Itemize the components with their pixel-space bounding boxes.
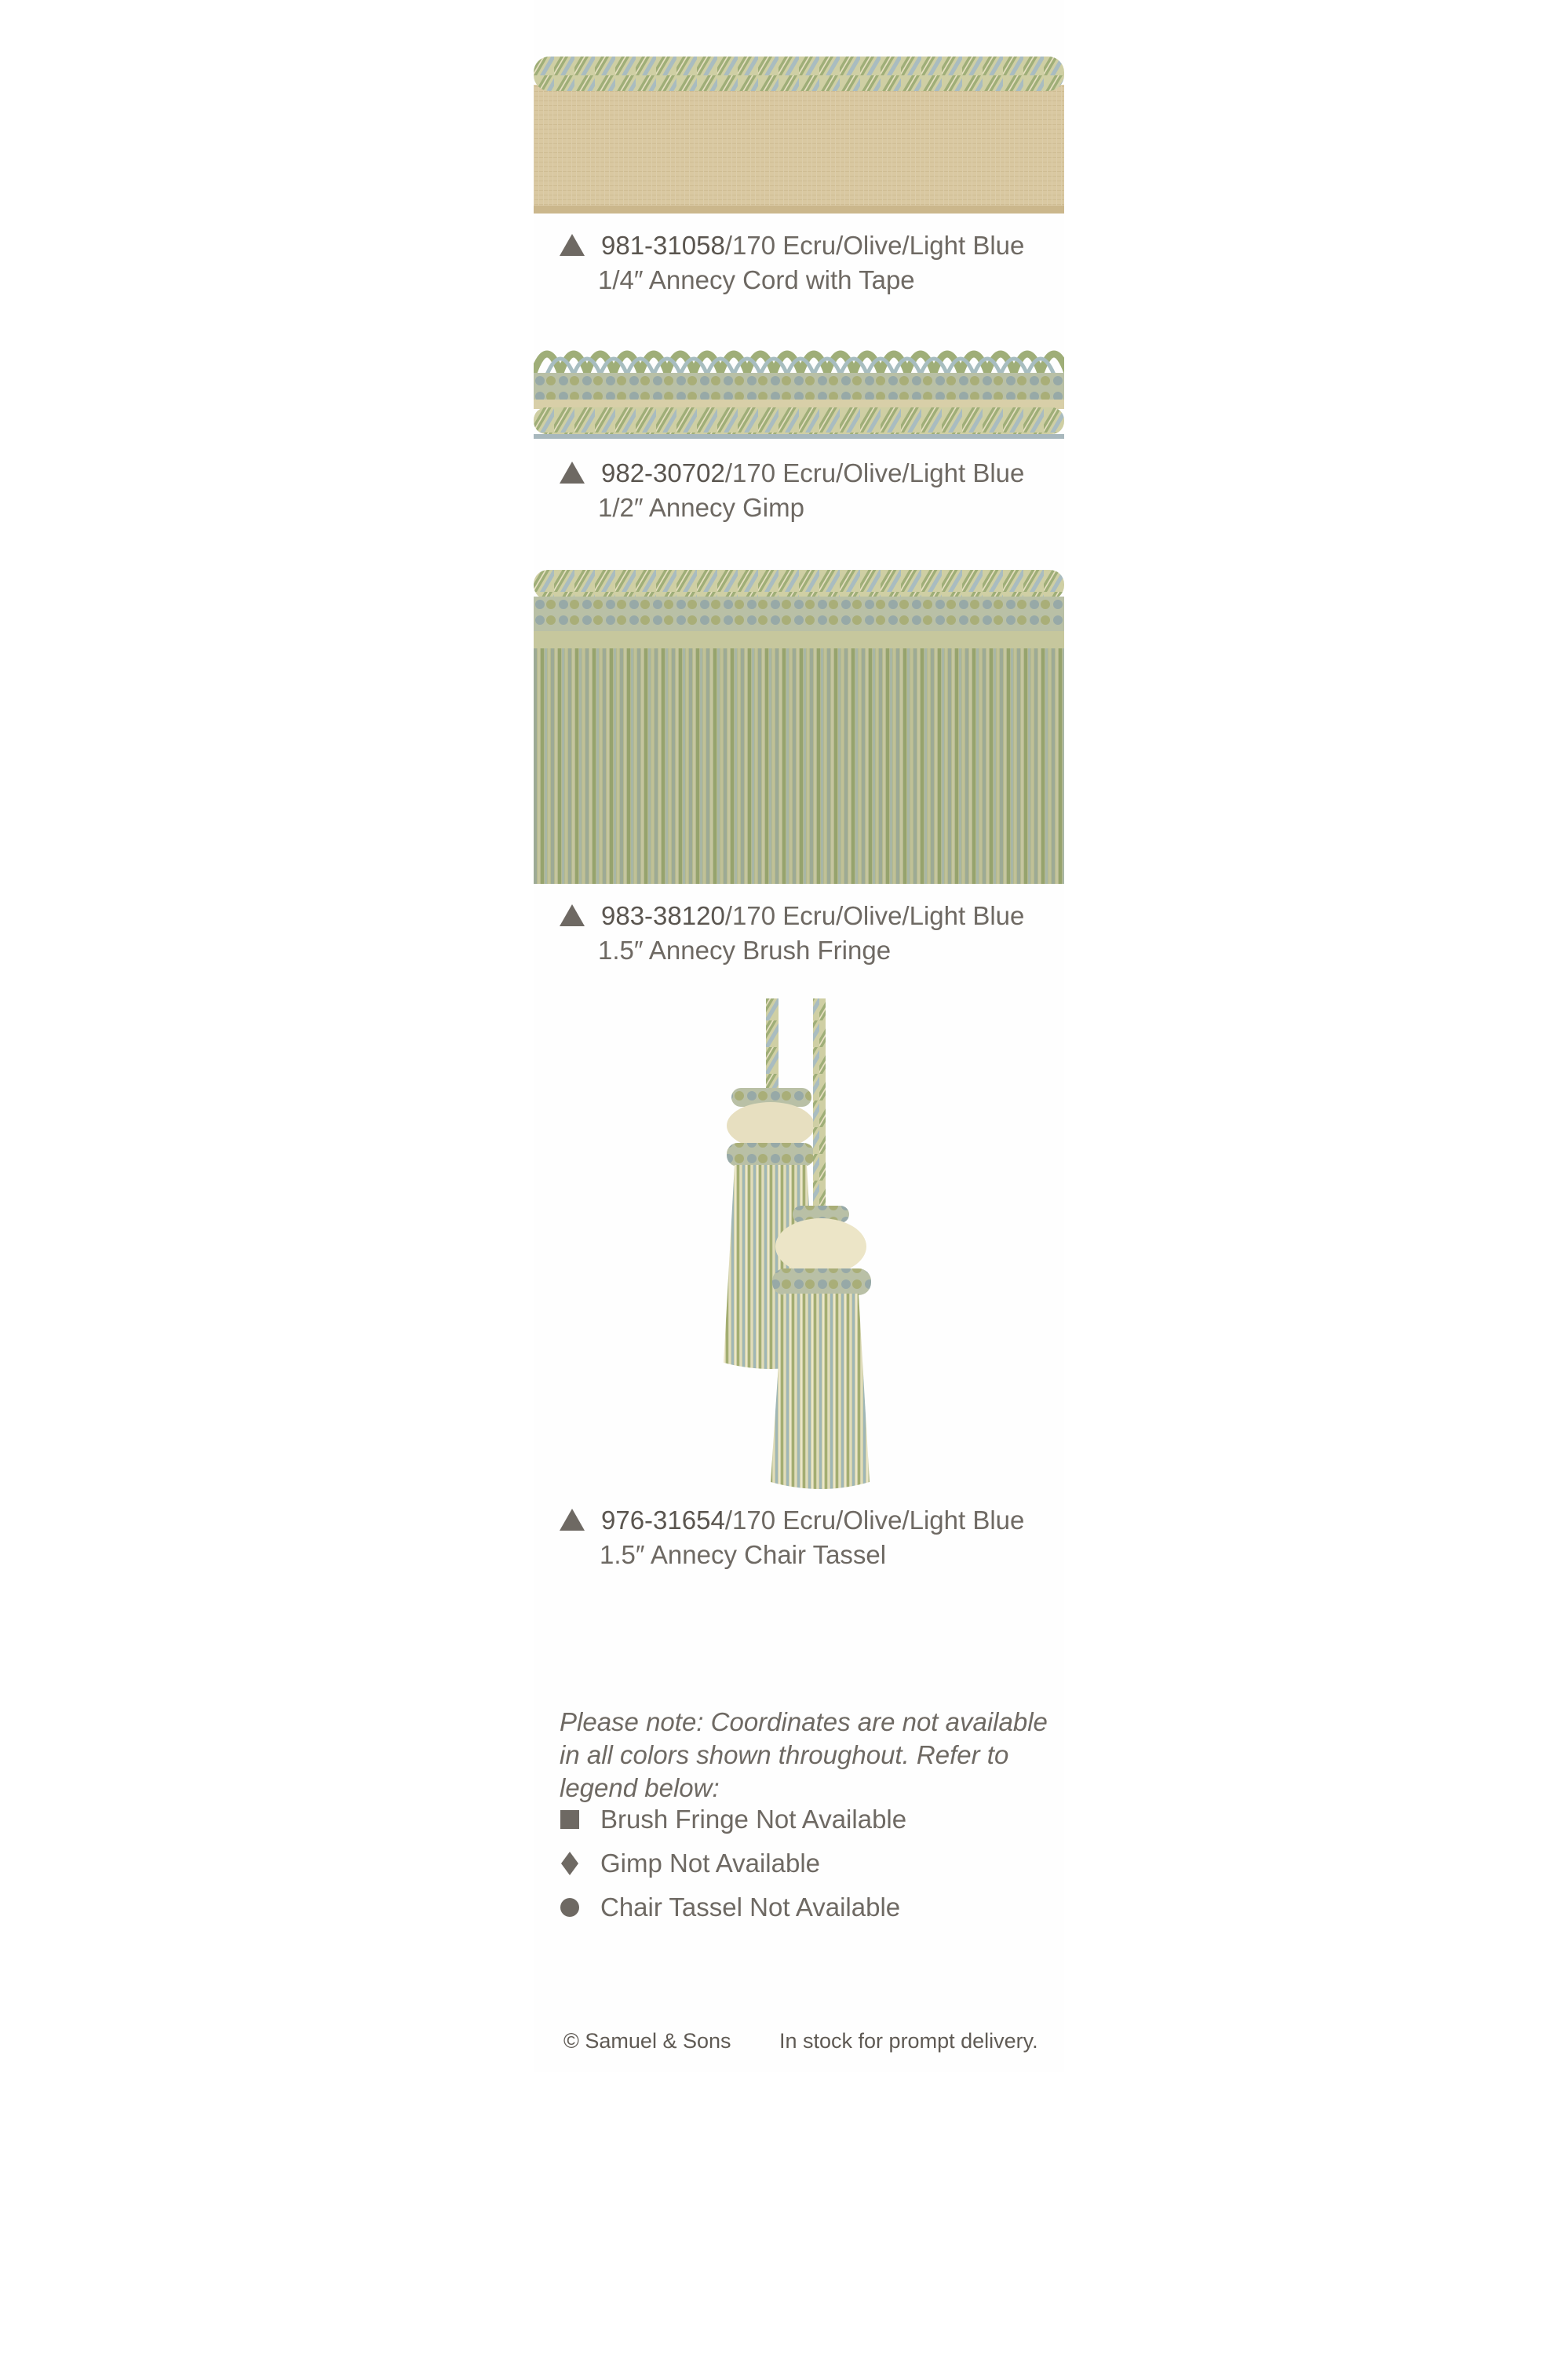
product-color: /170 Ecru/Olive/Light Blue — [724, 231, 1025, 260]
product-code: 982-30702 — [601, 458, 725, 487]
triangle-icon — [560, 904, 585, 926]
coordinates-note: Please note: Coordinates are not available in all colors shown throughout. Refer to legend below: — [560, 1707, 1048, 1802]
product-code: 976-31654 — [601, 1506, 725, 1535]
cord-with-tape-swatch — [534, 49, 1064, 215]
square-icon — [560, 1809, 580, 1830]
chair-tassel-swatch — [534, 994, 1064, 1496]
legend-label: Gimp Not Available — [600, 1849, 821, 1878]
product-code-line — [601, 899, 1024, 933]
gimp-swatch — [534, 326, 1064, 443]
product-code-line — [601, 456, 1024, 490]
product-code-line — [601, 228, 1024, 262]
product-code-line — [601, 1503, 1024, 1537]
product-color: /170 Ecru/Olive/Light Blue — [724, 1506, 1025, 1535]
brush-fringe-swatch — [534, 565, 1064, 889]
product-code: 983-38120 — [601, 901, 725, 930]
triangle-icon — [560, 1509, 585, 1531]
product-description: 1.5″ Annecy Chair Tassel — [600, 1540, 887, 1569]
legend-label: Chair Tassel Not Available — [600, 1893, 901, 1922]
product-color: /170 Ecru/Olive/Light Blue — [724, 458, 1025, 487]
diamond-icon — [560, 1852, 580, 1875]
circle-icon — [560, 1897, 580, 1918]
product-code: 981-31058 — [601, 231, 725, 260]
product-description: 1.5″ Annecy Brush Fringe — [598, 936, 892, 965]
product-color: /170 Ecru/Olive/Light Blue — [724, 901, 1025, 930]
product-description: 1/4″ Annecy Cord with Tape — [598, 265, 915, 294]
triangle-icon — [560, 234, 585, 256]
product-description: 1/2″ Annecy Gimp — [598, 493, 804, 522]
triangle-icon — [560, 462, 585, 484]
legend-label: Brush Fringe Not Available — [600, 1805, 907, 1834]
stock-note: In stock for prompt delivery. — [779, 2029, 1038, 2053]
copyright: © Samuel & Sons — [563, 2029, 731, 2053]
